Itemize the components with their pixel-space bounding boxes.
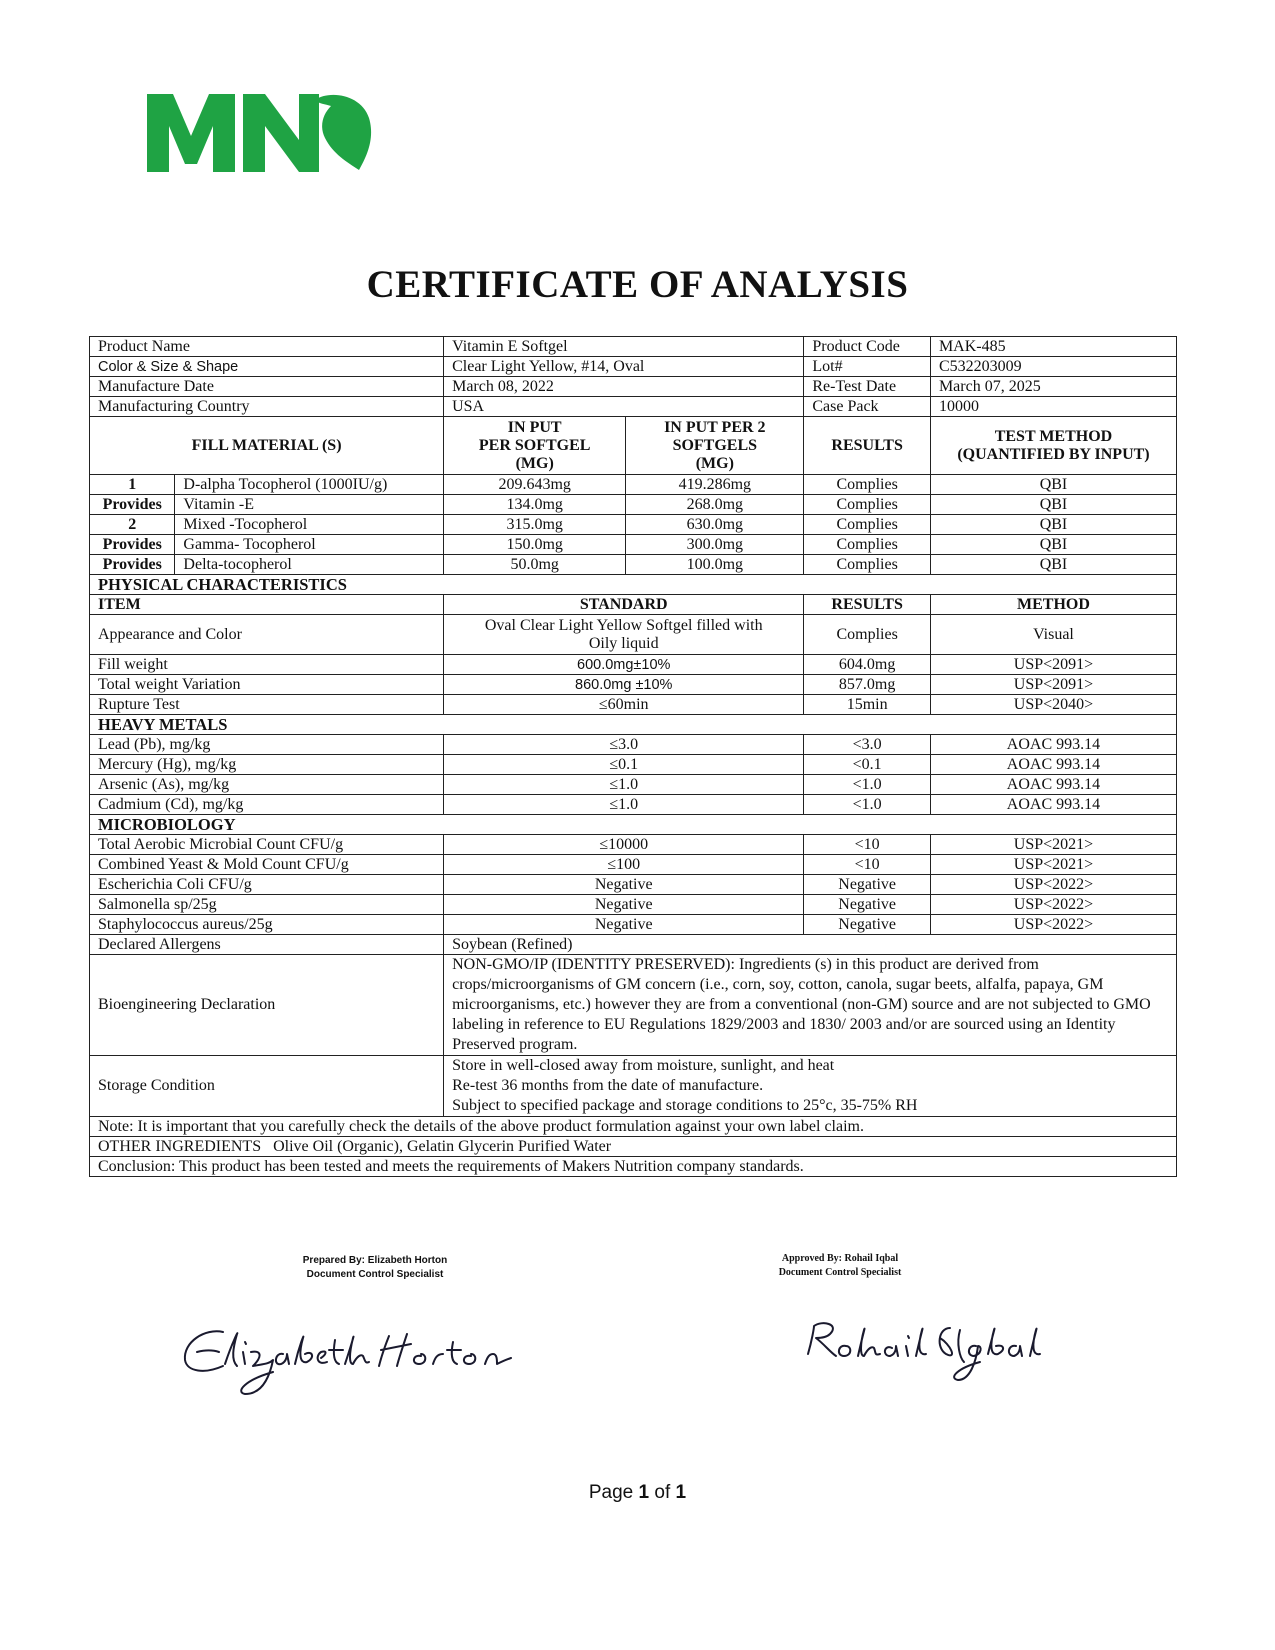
approved-signature <box>800 1314 1060 1394</box>
prepared-signature <box>175 1320 545 1400</box>
note-row: Note: It is important that you carefully check the details of the above product formulation against your own label claim. <box>90 1117 1177 1137</box>
heavy-metal-row: Mercury (Hg), mg/kg ≤0.1 <0.1 AOAC 993.14 <box>90 755 1177 775</box>
storage-condition-value: Store in well-closed away from moisture, sunlight, and heat Re-test 36 months from the date of manufacture. Subject to specified package and storage conditions to 25°c, 35-75% RH <box>444 1056 1177 1117</box>
microbiology-row: Total Aerobic Microbial Count CFU/g ≤10000 <10 USP<2021> <box>90 835 1177 855</box>
fill-row: Provides Vitamin -E 134.0mg 268.0mg Complies QBI <box>90 495 1177 515</box>
heavy-metal-row: Cadmium (Cd), mg/kg ≤1.0 <1.0 AOAC 993.14 <box>90 795 1177 815</box>
manufacture-date-row: Manufacture Date March 08, 2022 Re-Test Date March 07, 2025 <box>90 377 1177 397</box>
microbiology-row: Combined Yeast & Mold Count CFU/g ≤100 <10 USP<2021> <box>90 855 1177 875</box>
physical-row: Total weight Variation 860.0mg ±10% 857.0mg USP<2091> <box>90 675 1177 695</box>
microbiology-row: Staphylococcus aureus/25g Negative Negative USP<2022> <box>90 915 1177 935</box>
physical-row: Appearance and Color Oval Clear Light Yellow Softgel filled with Oily liquid Complies Visual <box>90 615 1177 655</box>
conclusion-row: Conclusion: This product has been tested and meets the requirements of Makers Nutrition company standards. <box>90 1157 1177 1177</box>
microbiology-row: Escherichia Coli CFU/g Negative Negative USP<2022> <box>90 875 1177 895</box>
fill-row: 2 Mixed -Tocopherol 315.0mg 630.0mg Complies QBI <box>90 515 1177 535</box>
per-softgel-header: IN PUT PER SOFTGEL (MG) <box>444 417 626 475</box>
storage-condition-row: Storage Condition Store in well-closed away from moisture, sunlight, and heat Re-test 36 months from the date of manufacture. Subject to specified package and storage conditions to 25°c, 35-75% RH <box>90 1056 1177 1117</box>
physical-row: Fill weight 600.0mg±10% 604.0mg USP<2091> <box>90 655 1177 675</box>
physical-section-header: PHYSICAL CHARACTERISTICS <box>90 575 1177 595</box>
product-name-row: Product Name Vitamin E Softgel Product Code MAK-485 <box>90 337 1177 357</box>
approved-by-block: Approved By: Rohail Iqbal Document Control Specialist <box>778 1253 902 1278</box>
prepared-by-block: Prepared By: Elizabeth Horton Document Control Specialist <box>302 1255 448 1280</box>
heavy-metal-row: Arsenic (As), mg/kg ≤1.0 <1.0 AOAC 993.14 <box>90 775 1177 795</box>
physical-column-header: ITEM STANDARD RESULTS METHOD <box>90 595 1177 615</box>
physical-row: Rupture Test ≤60min 15min USP<2040> <box>90 695 1177 715</box>
fill-material-header: FILL MATERIAL (S) IN PUT PER SOFTGEL (MG) IN PUT PER 2 SOFTGELS (MG) RESULTS TEST METHOD (QUANTIFIED BY INPUT) <box>90 417 1177 475</box>
logo-letter-n <box>243 94 319 172</box>
other-ingredients-row: OTHER INGREDIENTS Olive Oil (Organic), Gelatin Glycerin Purified Water <box>90 1137 1177 1157</box>
coa-table <box>89 336 1177 1177</box>
declared-allergens-row: Declared Allergens Soybean (Refined) <box>90 935 1177 955</box>
fill-row: 1 D-alpha Tocopherol (1000IU/g) 209.643mg 419.286mg Complies QBI <box>90 475 1177 495</box>
bioengineering-row: Bioengineering Declaration NON-GMO/IP (IDENTITY PRESERVED): Ingredients (s) in this product are derived from crops/microorganisms of GM concern (i.e., corn, soy, cotton, canola, sugar beets, alfalfa, papaya, GM microorganisms, etc.) however they are from a conventional (non-GM) source and are not subjected to GMO labeling in reference to EU Regulations 1829/2003 and 1830/ 2003 and/or are sourced using an Identity Preserved program. <box>90 955 1177 1056</box>
logo-letter-m <box>147 94 235 172</box>
heavy-metals-section-header: HEAVY METALS <box>90 715 1177 735</box>
fill-row: Provides Gamma- Tocopherol 150.0mg 300.0mg Complies QBI <box>90 535 1177 555</box>
company-logo <box>147 88 377 173</box>
document-title: CERTIFICATE OF ANALYSIS <box>366 263 909 306</box>
per-two-softgels-header: IN PUT PER 2 SOFTGELS (MG) <box>626 417 804 475</box>
page-number: Page 1 of 1 <box>588 1482 687 1503</box>
manufacturing-country-row: Manufacturing Country USA Case Pack 10000 <box>90 397 1177 417</box>
heavy-metal-row: Lead (Pb), mg/kg ≤3.0 <3.0 AOAC 993.14 <box>90 735 1177 755</box>
leaf-icon <box>315 95 371 170</box>
microbiology-section-header: MICROBIOLOGY <box>90 815 1177 835</box>
microbiology-row: Salmonella sp/25g Negative Negative USP<2022> <box>90 895 1177 915</box>
color-size-row: Color & Size & Shape Clear Light Yellow, #14, Oval Lot# C532203009 <box>90 357 1177 377</box>
test-method-header: TEST METHOD (QUANTIFIED BY INPUT) <box>930 417 1176 475</box>
fill-row: Provides Delta-tocopherol 50.0mg 100.0mg Complies QBI <box>90 555 1177 575</box>
